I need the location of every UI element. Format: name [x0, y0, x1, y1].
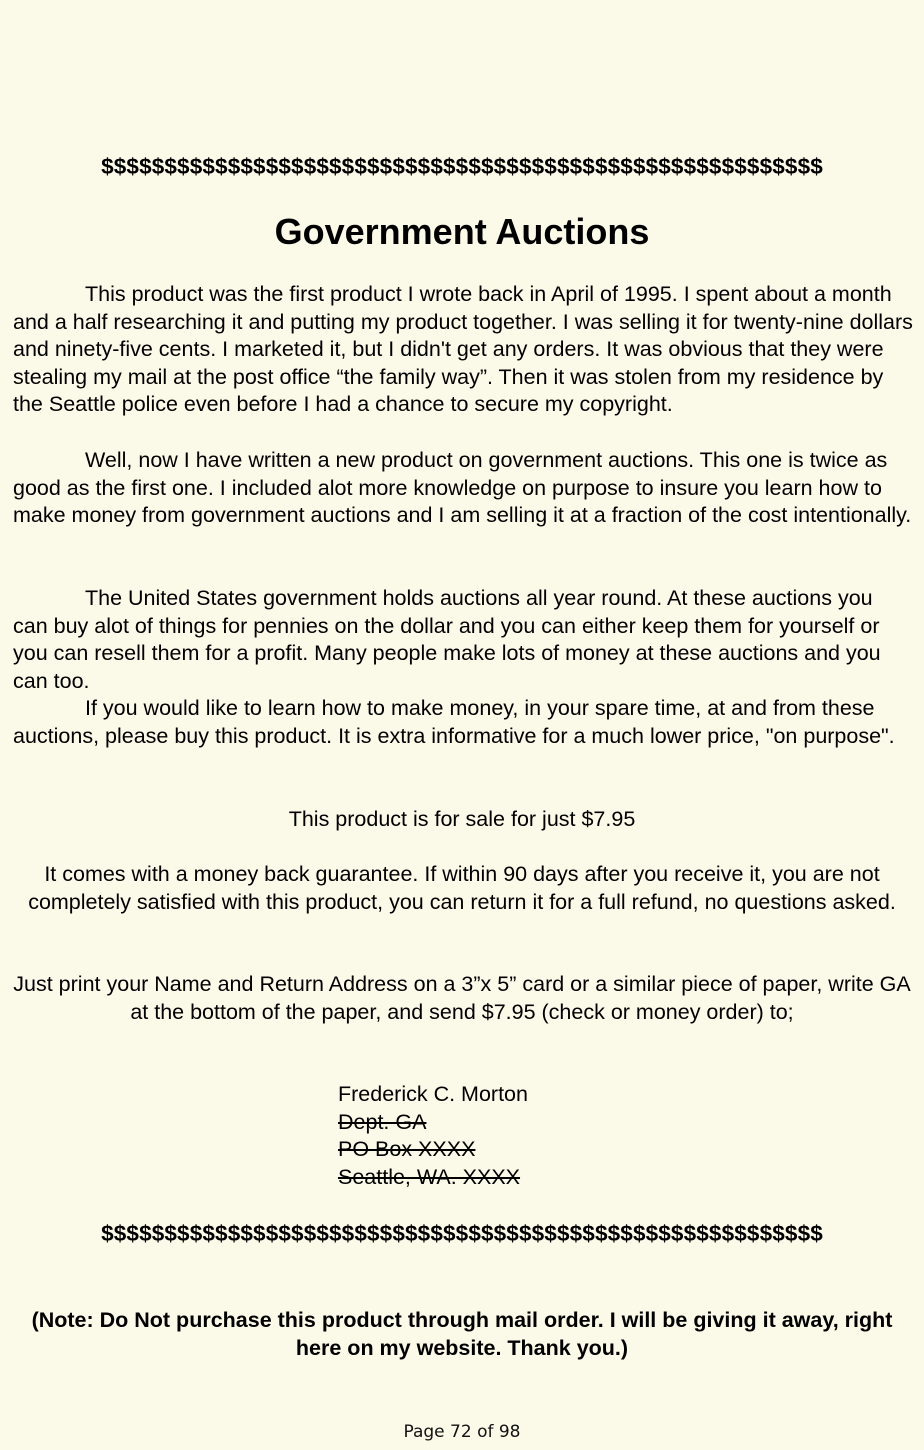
- address-city: Seattle, WA. XXXX: [338, 1164, 521, 1189]
- address-po-box: PO Box XXXX: [338, 1137, 476, 1161]
- mailing-address: [338, 1081, 528, 1191]
- address-name: Frederick C. Morton: [338, 1082, 528, 1106]
- dollar-rule-bottom: $$$$$$$$$$$$$$$$$$$$$$$$$$$$$$$$$$$$$$$$$$$$$$$$$$$$$$$$$: [101, 1221, 823, 1246]
- price-line: This product is for sale for just $7.95: [288, 807, 636, 831]
- paragraph-auctions: The United States government holds auctions all year round. At these auctions you can buy alot of things for pennies on the dollar and you can either keep them for yourself or you can resell them for a profit. Many people make lots of money at these auctions and you can too.: [13, 586, 881, 693]
- note-text: (Note: Do Not purchase this product through mail order. I will be giving it away, right here on my website. Thank you.): [31, 1308, 893, 1360]
- order-instructions: Just print your Name and Return Address on a 3”x 5” card or a similar piece of paper, write GA at the bottom of the paper, and send $7.95 (check or money order) to;: [13, 972, 911, 1024]
- address-dept: Dept. GA: [338, 1109, 427, 1134]
- page-indicator: Page 72 of 98: [403, 1422, 521, 1442]
- paragraph-new-product: Well, now I have written a new product on government auctions. This one is twice as good as the first one. I included alot more knowledge on purpose to insure you learn how to make money from government auctions and I am selling it at a fraction of the cost intentionally.: [13, 448, 912, 527]
- paragraph-call-to-action: If you would like to learn how to make money, in your spare time, at and from these auctions, please buy this product. It is extra informative for a much lower price, "on purpose".: [13, 696, 895, 748]
- dollar-rule-top: $$$$$$$$$$$$$$$$$$$$$$$$$$$$$$$$$$$$$$$$$$$$$$$$$$$$$$$$$: [101, 154, 823, 179]
- page-title: Government Auctions: [274, 211, 650, 252]
- guarantee-text: It comes with a money back guarantee. If within 90 days after you receive it, you are not completely satisfied with this product, you can return it for a full refund, no questions asked.: [28, 862, 896, 914]
- paragraph-history: This product was the first product I wrote back in April of 1995. I spent about a month and a half researching it and putting my product together. I was selling it for twenty-nine dollars and ninety-five cents. I marketed it, but I didn't get any orders. It was obvious that they were stealing my mail at the post office “the family way”. Then it was stolen from my residence by the Seattle police even before I had a chance to secure my copyright.: [13, 282, 913, 416]
